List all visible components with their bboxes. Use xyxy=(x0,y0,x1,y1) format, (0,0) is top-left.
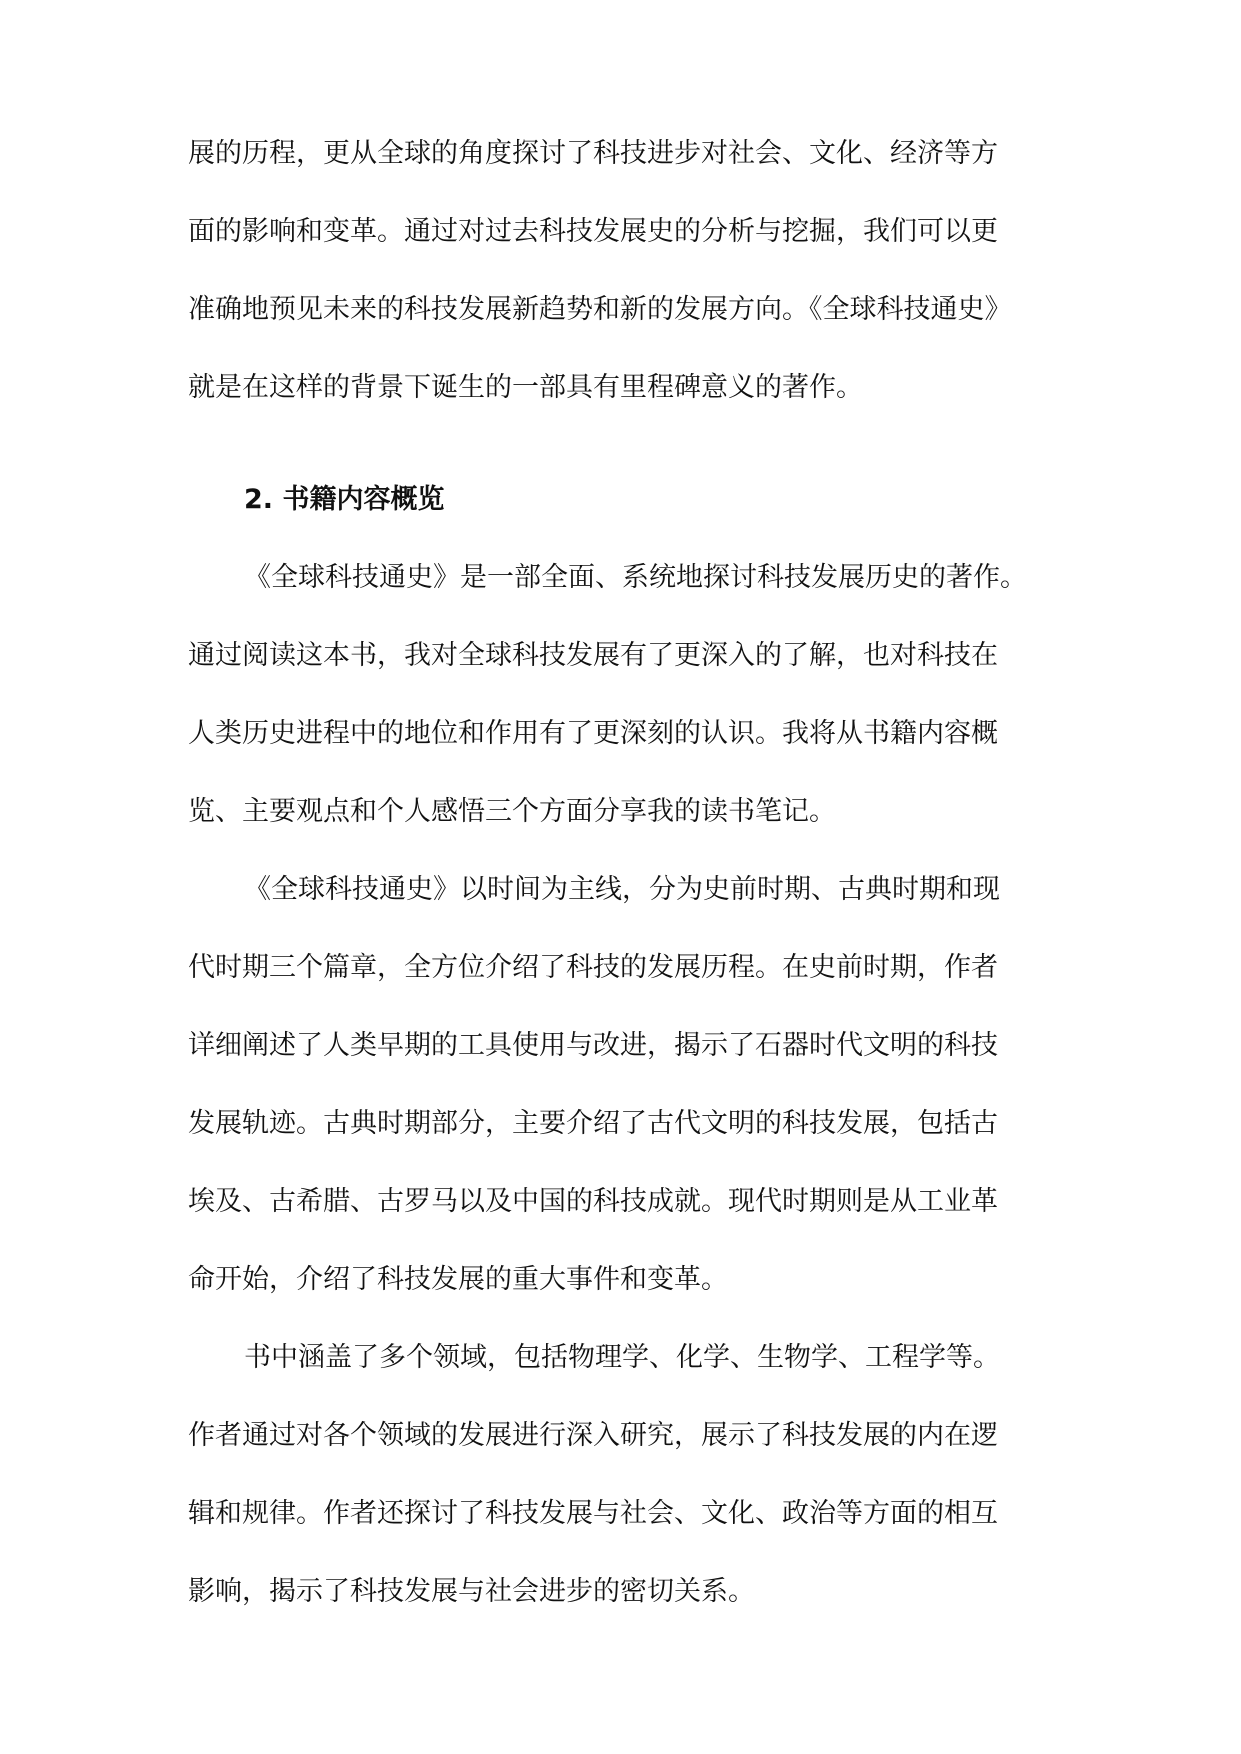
text-line: 辑和规律。作者还探讨了科技发展与社会、文化、政治等方面的相互 xyxy=(188,1498,998,1529)
text-line: 《全球科技通史》以时间为主线，分为史前时期、古典时期和现 xyxy=(244,874,1000,905)
text-line: 埃及、古希腊、古罗马以及中国的科技成就。现代时期则是从工业革 xyxy=(188,1186,998,1217)
text-line: 面的影响和变革。通过对过去科技发展史的分析与挖掘，我们可以更 xyxy=(188,216,998,247)
text-line: 作者通过对各个领域的发展进行深入研究，展示了科技发展的内在逻 xyxy=(188,1420,998,1451)
text-line: 《全球科技通史》是一部全面、系统地探讨科技发展历史的著作。 xyxy=(244,562,1027,593)
text-line: 详细阐述了人类早期的工具使用与改进，揭示了石器时代文明的科技 xyxy=(188,1030,998,1061)
text-line: 准确地预见未来的科技发展新趋势和新的发展方向。《全球科技通史》 xyxy=(188,294,1012,325)
text-line: 就是在这样的背景下诞生的一部具有里程碑意义的著作。 xyxy=(188,372,863,403)
text-line: 展的历程，更从全球的角度探讨了科技进步对社会、文化、经济等方 xyxy=(188,138,998,169)
text-line: 命开始，介绍了科技发展的重大事件和变革。 xyxy=(188,1264,728,1295)
text-line: 人类历史进程中的地位和作用有了更深刻的认识。我将从书籍内容概 xyxy=(188,718,998,749)
section-heading-text: 2. 书籍内容概览 xyxy=(244,484,445,515)
text-line: 代时期三个篇章，全方位介绍了科技的发展历程。在史前时期，作者 xyxy=(188,952,998,983)
text-line: 书中涵盖了多个领域，包括物理学、化学、生物学、工程学等。 xyxy=(244,1342,1000,1373)
text-line: 览、主要观点和个人感悟三个方面分享我的读书笔记。 xyxy=(188,796,836,827)
text-line: 通过阅读这本书，我对全球科技发展有了更深入的了解，也对科技在 xyxy=(188,640,998,671)
text-line: 发展轨迹。古典时期部分，主要介绍了古代文明的科技发展，包括古 xyxy=(188,1108,998,1139)
text-line: 影响，揭示了科技发展与社会进步的密切关系。 xyxy=(188,1576,755,1607)
